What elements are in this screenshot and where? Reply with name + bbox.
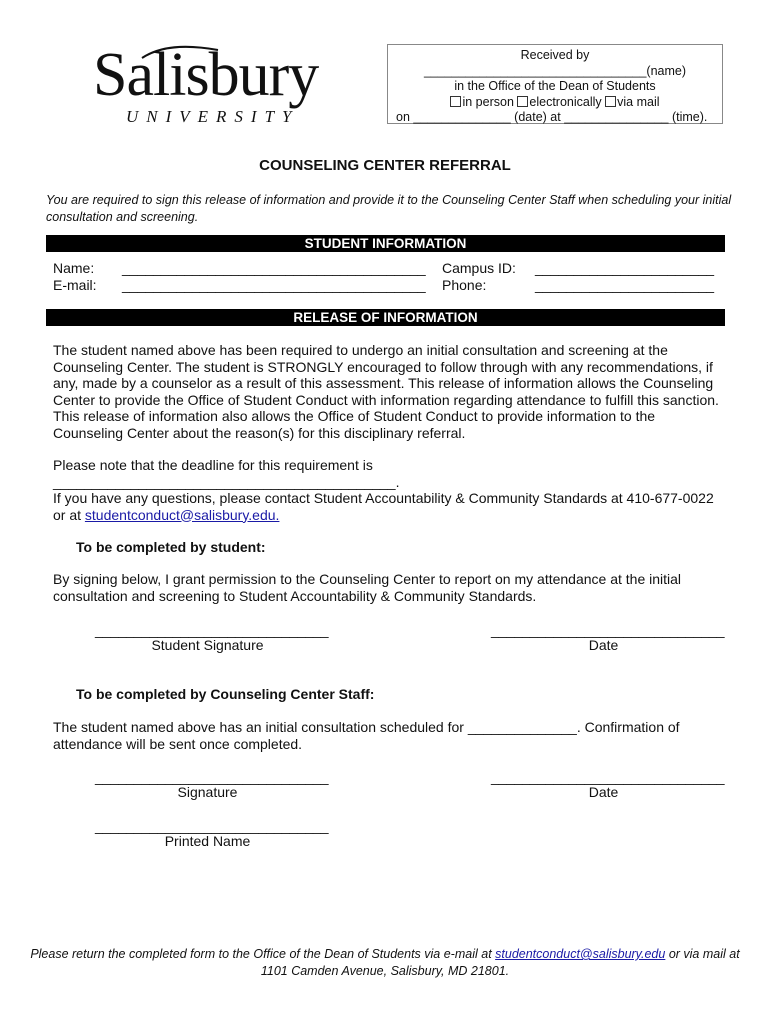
deadline-text: Please note that the deadline for this requirement is ____________________________________________. (53, 457, 400, 490)
campus-id-label: Campus ID: (442, 260, 516, 276)
option-electronically: electronically (529, 95, 602, 109)
received-box (387, 44, 723, 124)
questions-prefix: If you have any questions, please contact Student Accountability & Community Standards at 410-677-0022 or at (53, 490, 714, 523)
checkbox-via-mail[interactable] (605, 96, 616, 107)
footer-instructions (30, 946, 740, 980)
page-title: COUNSELING CENTER REFERRAL (259, 157, 511, 174)
student-info-header: STUDENT INFORMATION (46, 235, 725, 252)
student-signature-line[interactable]: ______________________________ (95, 622, 329, 638)
printed-name-label: Printed Name (164, 833, 251, 849)
email-label: E-mail: (53, 277, 97, 293)
campus-id-field[interactable]: _______________________ (535, 260, 715, 276)
staff-date-label: Date (588, 784, 619, 800)
email-field[interactable]: _______________________________________ (122, 277, 426, 293)
name-label: Name: (53, 260, 95, 276)
student-consent-text: By signing below, I grant permission to the Counseling Center to report on my attendance at the initial consultation and screening to Student Accountability & Community Standards. (53, 571, 682, 604)
name-field[interactable]: _______________________________________ (122, 260, 426, 276)
received-date-time-line: on ______________ (date) at _______________ (time). (396, 110, 708, 124)
release-info-header: RELEASE OF INFORMATION (46, 309, 725, 326)
logo-wordmark: Salisbury (93, 41, 319, 109)
option-in-person: in person (462, 95, 514, 109)
intro-text: You are required to sign this release of information and provide it to the Counseling Center Staff when scheduling your initial consultation and screening. (46, 193, 732, 224)
printed-name-line[interactable]: ______________________________ (95, 818, 329, 834)
footer-suffix: or via mail at 1101 Camden Avenue, Salisbury, MD 21801. (260, 947, 740, 978)
footer-email-link[interactable]: studentconduct@salisbury.edu (495, 947, 666, 961)
received-name-line: ________________________________(name) (423, 64, 687, 78)
staff-text: The student named above has an initial consultation scheduled for ______________. Confirmation of attendance will be sent once completed. (53, 719, 680, 752)
staff-section-heading: To be completed by Counseling Center Staff: (76, 686, 375, 702)
staff-signature-line[interactable]: ______________________________ (95, 769, 329, 785)
student-section-heading: To be completed by student: (76, 539, 266, 555)
student-signature-label: Student Signature (151, 637, 264, 653)
phone-label: Phone: (442, 277, 487, 293)
staff-date-line[interactable]: ______________________________ (491, 769, 725, 785)
checkbox-electronically[interactable] (517, 96, 528, 107)
phone-field[interactable]: _______________________ (535, 277, 715, 293)
logo-subtitle: UNIVERSITY (126, 107, 300, 126)
received-office-line: in the Office of the Dean of Students (454, 79, 656, 93)
footer-prefix: Please return the completed form to the Office of the Dean of Students via e-mail at (30, 947, 496, 961)
option-via-mail: via mail (617, 95, 660, 109)
received-line1: Received by (520, 48, 590, 62)
received-method-options (388, 95, 722, 111)
release-paragraph: The student named above has been required to undergo an initial consultation and screening at the Counseling Center. The student is STRONGLY encouraged to follow through with any recommendations, if any, made by a counselor as a result of this assessment. This release of information allows the Counseling Center to provide the Office of Student Conduct with information regarding attendance to fulfill this sanction. This release of information also allows the Office of Student Conduct to provide information to the Counseling Center about the reason(s) for this disciplinary referral. (53, 342, 719, 441)
staff-signature-label: Signature (177, 784, 238, 800)
student-date-label: Date (588, 637, 619, 653)
questions-text (53, 490, 723, 523)
student-date-line[interactable]: ______________________________ (491, 622, 725, 638)
contact-email-link[interactable]: studentconduct@salisbury.edu. (84, 506, 280, 523)
checkbox-in-person[interactable] (450, 96, 461, 107)
